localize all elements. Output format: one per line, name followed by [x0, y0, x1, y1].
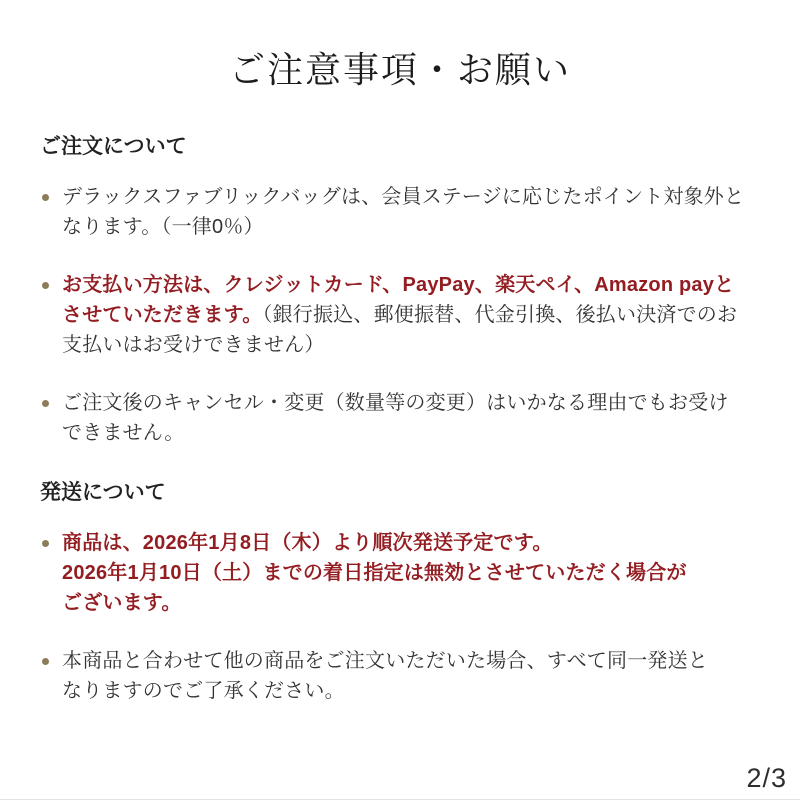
bullet-icon [42, 282, 49, 289]
note-item-payment [40, 270, 762, 360]
note-text-segment: なりますのでご了承ください。 [62, 680, 345, 702]
bullet-icon [42, 400, 49, 407]
shipping-notes-list [40, 528, 762, 706]
note-item-ship-date [40, 528, 762, 618]
note-text-segment: デラックスファブリックバッグは、会員ステージに応じたポイント対象外と [62, 186, 745, 208]
note-text [62, 270, 737, 360]
note-text [62, 646, 708, 706]
page-indicator: 2/3 [746, 763, 787, 793]
note-text-segment: （銀行振込、郵便振替、代金引換、後払い決済でのお [262, 304, 738, 326]
note-text-segment: なります。（一律0％） [62, 216, 264, 238]
note-text-emphasis: お支払い方法は、クレジットカード、PayPay、楽天ペイ、Amazon payと [62, 274, 735, 296]
note-text-segment: 支払いはお受けできません） [62, 334, 325, 356]
section-heading-order: ご注文について [40, 135, 187, 158]
note-item-cancel [40, 388, 762, 448]
notice-content [0, 135, 800, 706]
note-text-segment: できません。 [62, 422, 185, 444]
note-text [62, 182, 744, 242]
bullet-icon [42, 658, 49, 665]
section-heading-shipping: 発送について [40, 481, 166, 504]
note-text-segment: 本商品と合わせて他の商品をご注文いただいた場合、すべて同一発送と [62, 650, 708, 672]
note-text-emphasis: 2026年1月10日（土）までの着日指定は無効とさせていただく場合が [62, 562, 687, 584]
note-text-emphasis: 商品は、2026年1月8日（木）より順次発送予定です。 [62, 532, 553, 554]
bullet-icon [42, 540, 49, 547]
note-text-segment: ご注文後のキャンセル・変更（数量等の変更）はいかなる理由でもお受け [62, 392, 729, 414]
order-notes-list [40, 182, 762, 448]
bullet-icon [42, 194, 49, 201]
note-item-combined-shipping [40, 646, 762, 706]
note-text-emphasis: させていただきます。 [62, 304, 263, 326]
note-text [62, 388, 729, 448]
page-title: ご注意事項・お願い [228, 50, 571, 90]
note-item-points [40, 182, 762, 242]
note-text-emphasis: ございます。 [62, 592, 182, 614]
note-text [62, 528, 687, 618]
